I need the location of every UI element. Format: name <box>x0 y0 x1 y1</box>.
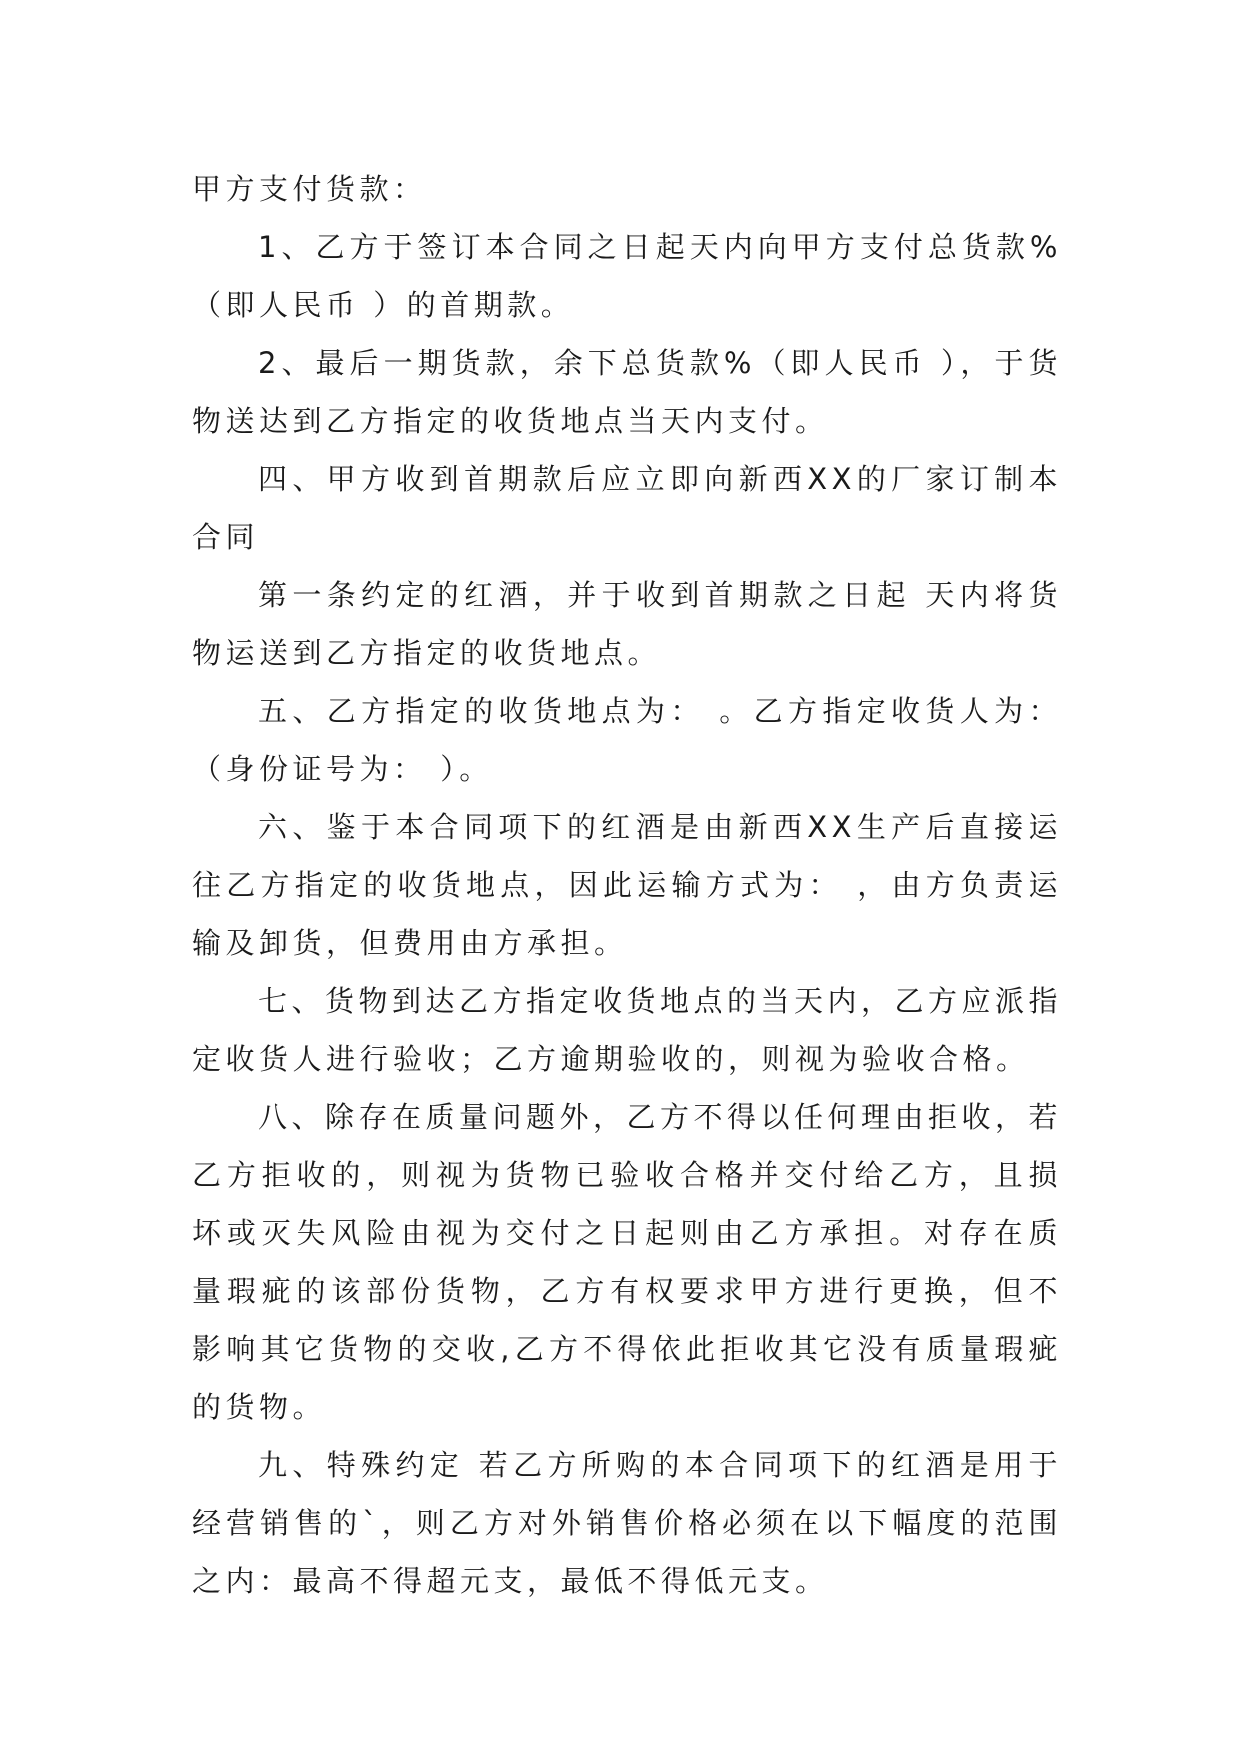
document-body <box>192 160 1062 1610</box>
paragraph-clause-5: 五、乙方指定的收货地点为： 。乙方指定收货人为：（身份证号为： ）。 <box>192 694 1062 786</box>
paragraph-clause-6: 六、鉴于本合同项下的红酒是由新西XX生产后直接运往乙方指定的收货地点，因此运输方式为： ，由方负责运输及卸货，但费用由方承担。 <box>192 810 1062 960</box>
paragraph-clause-9: 九、特殊约定 若乙方所购的本合同项下的红酒是用于经营销售的`，则乙方对外销售价格必须在以下幅度的范围之内：最高不得超元支，最低不得低元支。 <box>192 1448 1062 1598</box>
paragraph-first-payment: 1、乙方于签订本合同之日起天内向甲方支付总货款%（即人民币 ）的首期款。 <box>192 230 1062 322</box>
paragraph-clause-4-continued: 第一条约定的红酒，并于收到首期款之日起 天内将货物运送到乙方指定的收货地点。 <box>192 578 1062 670</box>
paragraph-clause-7: 七、货物到达乙方指定收货地点的当天内，乙方应派指定收货人进行验收；乙方逾期验收的，则视为验收合格。 <box>192 984 1063 1076</box>
paragraph-clause-8: 八、除存在质量问题外，乙方不得以任何理由拒收，若乙方拒收的，则视为货物已验收合格并交付给乙方，且损坏或灭失风险由视为交付之日起则由乙方承担。对存在质量瑕疵的该部份货物，乙方有权要求甲方进行更换，但不影响其它货物的交收,乙方不得依此拒收其它没有质量瑕疵的货物。 <box>192 1100 1063 1424</box>
paragraph-payment-heading: 甲方支付货款： <box>192 172 427 206</box>
paragraph-clause-4: 四、甲方收到首期款后应立即向新西XX的厂家订制本合同 <box>192 462 1062 554</box>
paragraph-final-payment: 2、最后一期货款，余下总货款%（即人民币 ），于货物送达到乙方指定的收货地点当天内支付。 <box>192 346 1062 438</box>
